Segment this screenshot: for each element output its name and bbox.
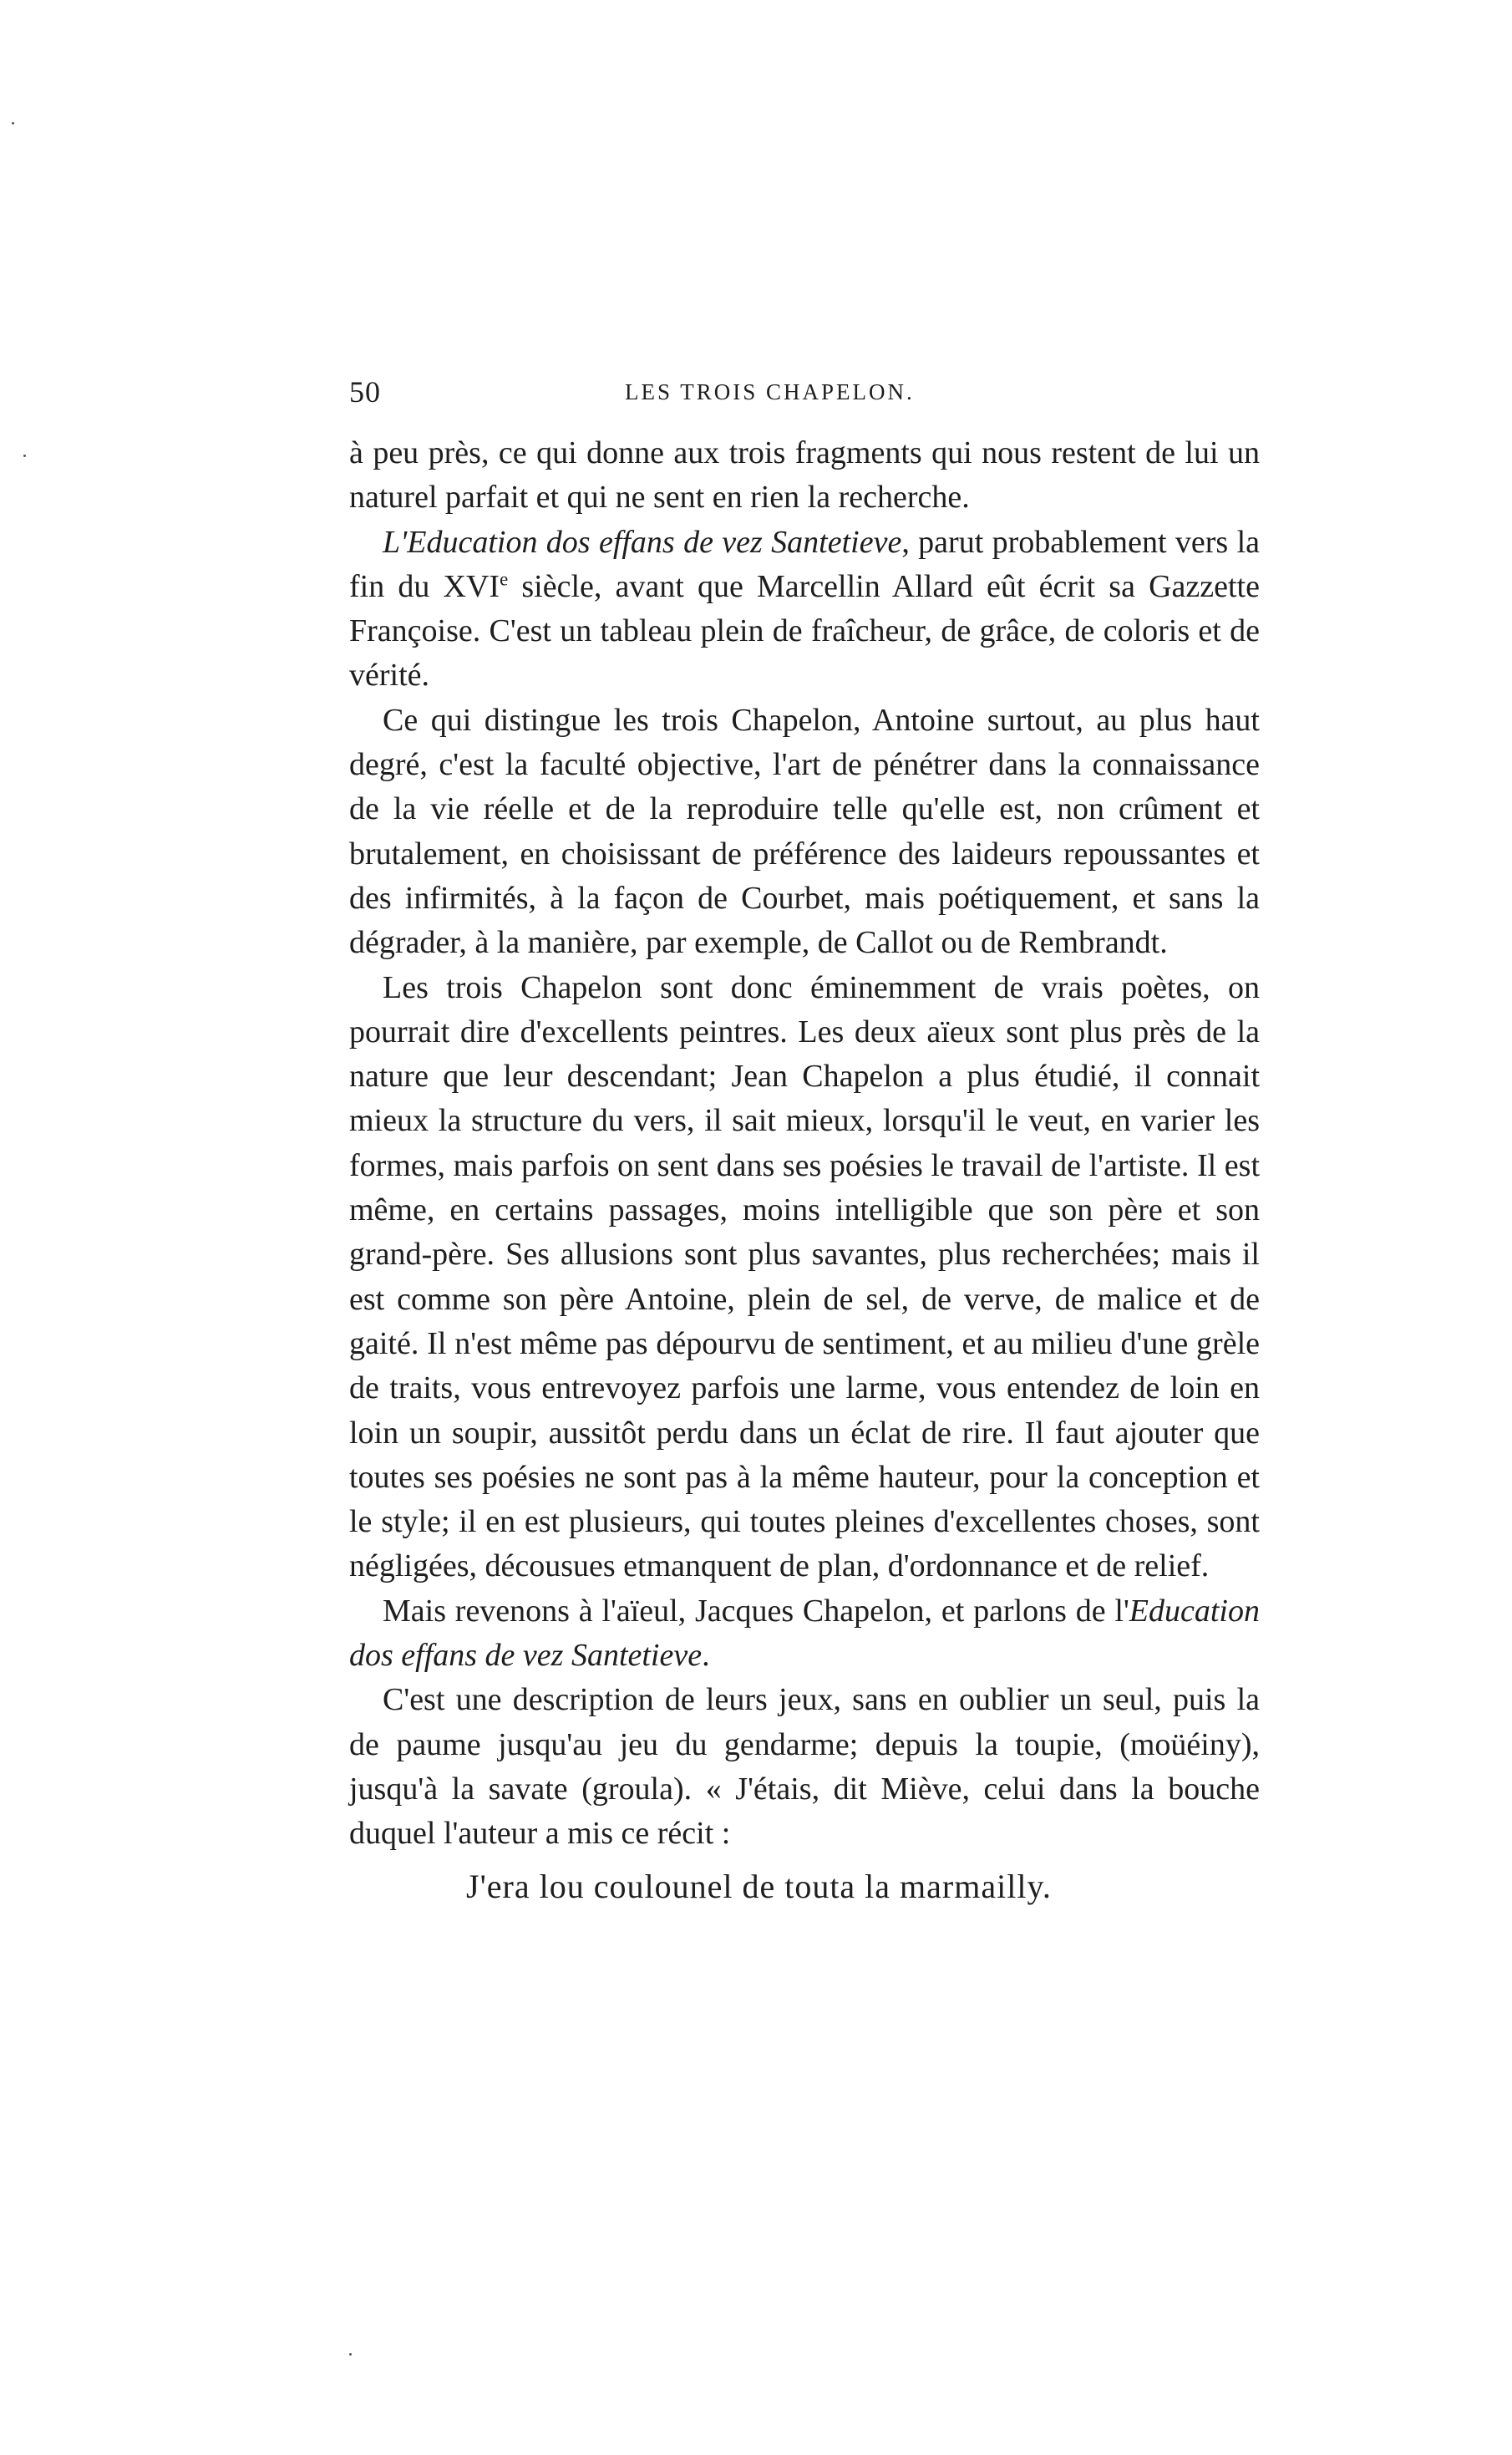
running-head: LES TROIS CHAPELON. — [625, 379, 915, 404]
body-text — [349, 431, 1260, 1917]
scan-speck — [349, 2353, 352, 2356]
verse-line: J'era lou coulounel de touta la marmailly. — [466, 1867, 1052, 1905]
paragraph: C'est une description de leurs jeux, sans en oublier un seul, puis la de paume jusqu'au jeu du gendarme; depuis la toupie, (moüéiny), jusqu'à la savate (groula). « J'étais, dit Miève, celui dans la bouche duquel l'auteur a mis ce récit : — [349, 1682, 1260, 1852]
paragraph: Les trois Chapelon sont donc éminemment de vrais poètes, on pourrait dire d'excellents peintres. Les deux aïeux sont plus près de la nature que leur descendant; Jean Chapelon a plus étudié, il connait mieux la structure du vers, il sait mieux, lorsqu'il le veut, en varier les formes, mais parfois on sent dans ses poésies le travail de l'artiste. Il est même, en certains passages, moins intelligible que son père et son grand-père. Ses allusions sont plus savantes, plus recherchées; mais il est comme son père Antoine, plein de sel, de verve, de malice et de gaité. Il n'est même pas dépourvu de sentiment, et au milieu d'une grèle de traits, vous entrevoyez parfois une larme, vous entendez de loin en loin un soupir, aussitôt perdu dans un éclat de rire. Il faut ajouter que toutes ses poésies ne sont pas à la même hauteur, pour la conception et le style; il en est plusieurs, qui toutes pleines d'excellentes choses, sont négligées, décousues etmanquent de plan, d'ordonnance et de relief. — [349, 969, 1260, 1584]
paragraph: Ce qui distingue les trois Chapelon, Antoine surtout, au plus haut degré, c'est la faculté objective, l'art de pénétrer dans la connaissance de la vie réelle et de la reproduire telle qu'elle est, non crûment et brutalement, en choisissant de préférence des laideurs repoussantes et des infirmités, à la façon de Courbet, mais poétiquement, et sans la dégrader, à la manière, par exemple, de Callot ou de Rembrandt. — [349, 702, 1260, 961]
paragraph-text: siècle, avant que Marcellin Allard eût écrit sa Gazzette Françoise. C'est un tableau plein de fraîcheur, de grâce, de coloris et de vérité. — [349, 568, 1260, 694]
paragraph — [349, 1589, 1260, 1679]
scan-speck — [12, 122, 14, 125]
work-title: Education dos effans de vez Santetieve — [349, 1593, 1260, 1674]
paragraph-text: . — [702, 1638, 710, 1674]
paragraph-text: Mais revenons à l'aïeul, Jacques Chapelon, et parlons de l' — [383, 1593, 1129, 1629]
paragraph: à peu près, ce qui donne aux trois fragments qui nous restent de lui un naturel parfait et qui ne sent en rien la recherche. — [349, 435, 1260, 516]
superscript: e — [500, 568, 509, 590]
page-number: 50 — [349, 375, 381, 409]
work-title: L'Education dos effans de vez Santetieve — [383, 524, 902, 560]
scan-speck — [23, 455, 26, 457]
paragraph — [349, 521, 1260, 699]
paragraph-text: , parut probablement vers la fin du XVI — [349, 524, 1260, 604]
page-header — [349, 374, 1260, 424]
